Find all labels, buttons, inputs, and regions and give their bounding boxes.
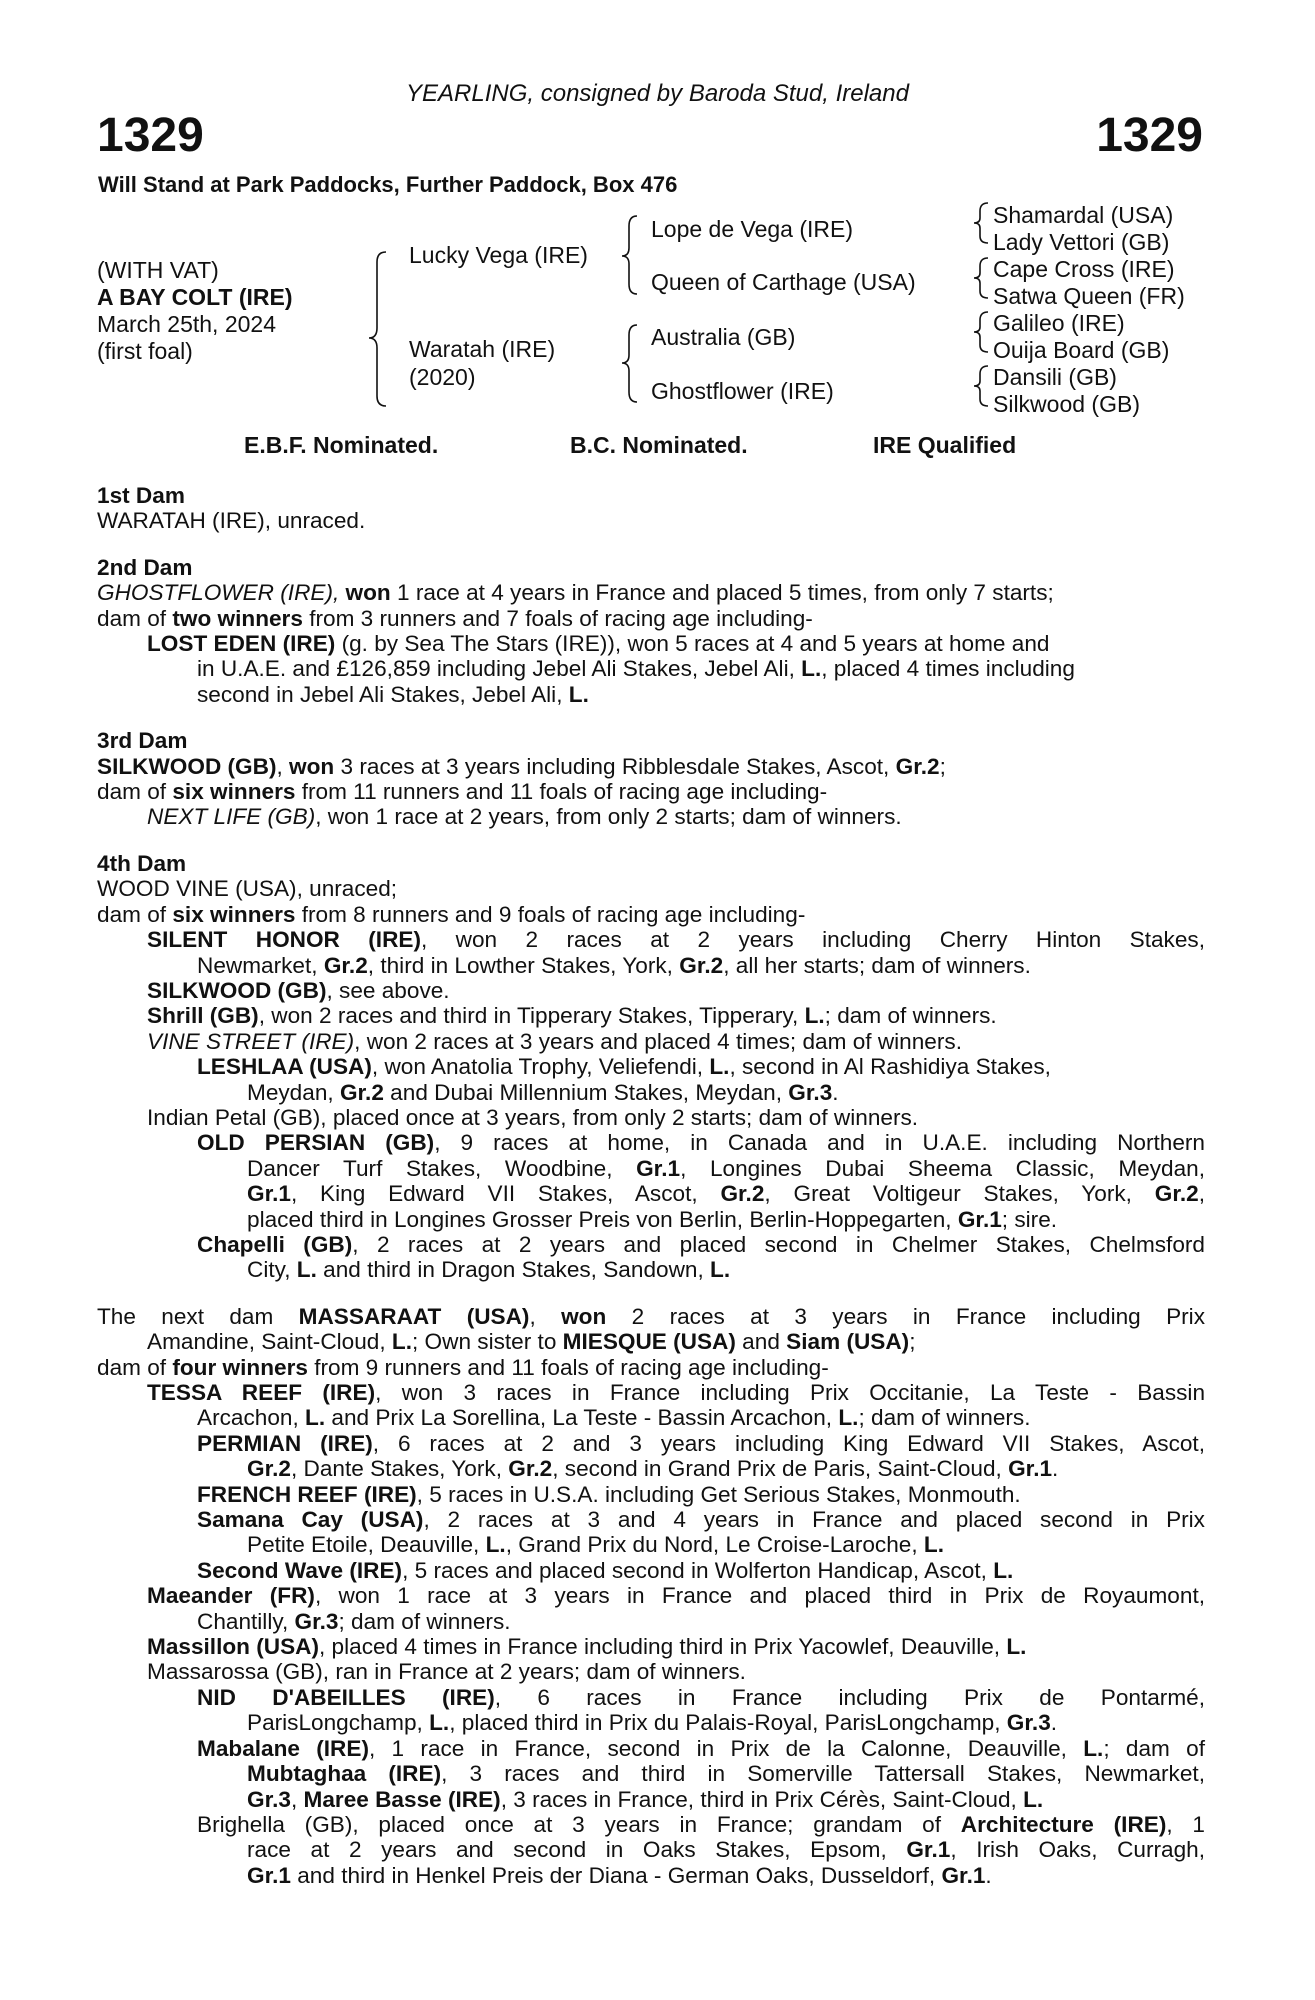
bc-nominated: B.C. Nominated. — [570, 432, 748, 458]
brace-g1 — [974, 203, 988, 243]
dam: Waratah (IRE) — [409, 336, 556, 362]
brace-sire — [622, 216, 637, 294]
next-dam-line: Brighella (GB), placed once at 3 years in France; grandam of Architecture (IRE), 1 — [197, 1811, 1205, 1837]
fourth-dam-line: City, L. and third in Dragon Stakes, Sandown, L. — [247, 1257, 731, 1283]
gp-1: Shamardal (USA) — [993, 202, 1174, 228]
gp-5: Galileo (IRE) — [993, 310, 1125, 336]
fourth-dam-line: placed third in Longines Grosser Preis von Berlin, Berlin-Hoppegarten, Gr.1; sire. — [247, 1206, 1058, 1232]
third-dam-line: NEXT LIFE (GB), won 1 race at 2 years, from only 2 starts; dam of winners. — [147, 804, 902, 830]
next-dam-line: dam of four winners from 9 runners and 11 foals of racing age including- — [97, 1354, 829, 1380]
next-dam-line: Petite Etoile, Deauville, L., Grand Prix du Nord, Le Croise-Laroche, L. — [247, 1532, 944, 1558]
fourth-dam-line: VINE STREET (IRE), won 2 races at 3 years and placed 4 times; dam of winners. — [147, 1028, 962, 1054]
second-dam-heading: 2nd Dam — [97, 554, 193, 580]
next-dam-line: Second Wave (IRE), 5 races and placed second in Wolferton Handicap, Ascot, L. — [197, 1557, 1014, 1583]
next-dam-line: Gr.3, Maree Basse (IRE), 3 races in France, third in Prix Cérès, Saint-Cloud, L. — [247, 1786, 1044, 1812]
next-dam-line: Maeander (FR), won 1 race at 3 years in France and placed third in Prix de Royaumont, — [147, 1583, 1205, 1609]
dam-dam: Ghostflower (IRE) — [651, 378, 834, 404]
fourth-dam-line: Meydan, Gr.2 and Dubai Millennium Stakes, Meydan, Gr.3. — [247, 1079, 839, 1105]
gp-3: Cape Cross (IRE) — [993, 256, 1175, 282]
ebf-nominated: E.B.F. Nominated. — [244, 432, 439, 458]
next-dam-line: NID D'ABEILLES (IRE), 6 races in France including Prix de Pontarmé, — [197, 1684, 1205, 1710]
brace-main — [369, 252, 386, 406]
next-dam-line: Amandine, Saint-Cloud, L.; Own sister to MIESQUE (USA) and Siam (USA); — [147, 1329, 916, 1355]
sale-title: YEARLING, consigned by Baroda Stud, Ireland — [406, 80, 909, 107]
next-dam-line: FRENCH REEF (IRE), 5 races in U.S.A. including Get Serious Stakes, Monmouth. — [197, 1481, 1021, 1507]
next-dam-line: Massarossa (GB), ran in France at 2 years; dam of winners. — [147, 1659, 746, 1685]
sire-sire: Lope de Vega (IRE) — [651, 216, 854, 242]
first-dam-line: WARATAH (IRE), unraced. — [97, 508, 366, 534]
next-dam-line: Chantilly, Gr.3; dam of winners. — [197, 1608, 511, 1634]
next-dam-line: TESSA REEF (IRE), won 3 races in France including Prix Occitanie, La Teste - Bassin — [147, 1380, 1206, 1405]
third-dam-line: SILKWOOD (GB), won 3 races at 3 years including Ribblesdale Stakes, Ascot, Gr.2; — [97, 753, 946, 779]
fourth-dam-line: WOOD VINE (USA), unraced; — [97, 876, 398, 902]
stand-location: Will Stand at Park Paddocks, Further Paddock, Box 476 — [98, 172, 678, 197]
lot-number-left: 1329 — [97, 109, 204, 162]
fourth-dam-line: Chapelli (GB), 2 races at 2 years and placed second in Chelmer Stakes, Chelmsford — [197, 1231, 1205, 1257]
next-dam-line: Mabalane (IRE), 1 race in France, second in Prix de la Calonne, Deauville, L.; dam of — [197, 1735, 1205, 1761]
fourth-dam-line: SILKWOOD (GB), see above. — [147, 977, 450, 1003]
dam-sire: Australia (GB) — [651, 324, 796, 350]
fourth-dam-line: SILENT HONOR (IRE), won 2 races at 2 years including Cherry Hinton Stakes, — [147, 927, 1205, 953]
gp-8: Silkwood (GB) — [993, 391, 1140, 417]
fourth-dam-line: Shrill (GB), won 2 races and third in Tipperary Stakes, Tipperary, L.; dam of winners. — [147, 1003, 997, 1029]
next-dam-line: Massillon (USA), placed 4 times in France including third in Prix Yacowlef, Deauville, L. — [147, 1634, 1027, 1660]
second-dam-line: dam of two winners from 3 runners and 7 foals of racing age including- — [97, 605, 813, 631]
fourth-dam-line: Dancer Turf Stakes, Woodbine, Gr.1, Longines Dubai Sheema Classic, Meydan, — [247, 1155, 1205, 1181]
fourth-dam-line: LESHLAA (USA), won Anatolia Trophy, Veliefendi, L., second in Al Rashidiya Stakes, — [197, 1054, 1051, 1080]
next-dam-line: PERMIAN (IRE), 6 races at 2 and 3 years including King Edward VII Stakes, Ascot, — [197, 1430, 1205, 1456]
ire-qualified: IRE Qualified — [873, 432, 1017, 458]
fourth-dam-line: Newmarket, Gr.2, third in Lowther Stakes, York, Gr.2, all her starts; dam of winners. — [197, 952, 1031, 978]
third-dam-heading: 3rd Dam — [97, 728, 188, 754]
next-dam-line: Mubtaghaa (IRE), 3 races and third in Somerville Tattersall Stakes, Newmarket, — [247, 1761, 1205, 1787]
next-dam-line: ParisLongchamp, L., placed third in Prix du Palais-Royal, ParisLongchamp, Gr.3. — [247, 1710, 1058, 1736]
brace-g3 — [974, 312, 988, 352]
gp-2: Lady Vettori (GB) — [993, 229, 1170, 255]
next-dam-line: Samana Cay (USA), 2 races at 3 and 4 years in France and placed second in Prix — [197, 1507, 1205, 1533]
gp-7: Dansili (GB) — [993, 364, 1117, 390]
gp-6: Ouija Board (GB) — [993, 337, 1170, 363]
foal-note: (first foal) — [97, 338, 193, 364]
next-dam-line: race at 2 years and second in Oaks Stakes, Epsom, Gr.1, Irish Oaks, Curragh, — [247, 1837, 1205, 1863]
brace-g2 — [974, 258, 988, 298]
next-dam-line: Gr.1 and third in Henkel Preis der Diana - German Oaks, Dusseldorf, Gr.1. — [247, 1862, 992, 1888]
fourth-dam-line: OLD PERSIAN (GB), 9 races at home, in Canada and in U.A.E. including Northern — [197, 1130, 1206, 1156]
gp-4: Satwa Queen (FR) — [993, 283, 1185, 309]
lot-number-right: 1329 — [1096, 109, 1203, 162]
next-dam-line: Arcachon, L. and Prix La Sorellina, La Teste - Bassin Arcachon, L.; dam of winners. — [197, 1405, 1031, 1431]
brace-g4 — [974, 366, 988, 406]
next-dam-line: Gr.2, Dante Stakes, York, Gr.2, second in Grand Prix de Paris, Saint-Cloud, Gr.1. — [247, 1456, 1059, 1482]
second-dam-line: in U.A.E. and £126,859 including Jebel Ali Stakes, Jebel Ali, L., placed 4 times including — [197, 656, 1075, 682]
fourth-dam-line: Indian Petal (GB), placed once at 3 years, from only 2 starts; dam of winners. — [147, 1104, 919, 1130]
dam-year: (2020) — [409, 364, 476, 390]
fourth-dam-heading: 4th Dam — [97, 850, 187, 876]
catalogue-body — [97, 483, 1205, 1888]
vat-note: (WITH VAT) — [97, 257, 219, 283]
second-dam-line: second in Jebel Ali Stakes, Jebel Ali, L. — [197, 681, 589, 707]
first-dam-heading: 1st Dam — [97, 483, 185, 508]
brace-dam — [622, 325, 637, 402]
horse-name: A BAY COLT (IRE) — [97, 284, 293, 310]
sire: Lucky Vega (IRE) — [409, 242, 588, 268]
second-dam-line: LOST EDEN (IRE) (g. by Sea The Stars (IRE)), won 5 races at 4 and 5 years at home and — [147, 631, 1050, 657]
second-dam-line: GHOSTFLOWER (IRE), won 1 race at 4 years in France and placed 5 times, from only 7 starts; — [97, 580, 1054, 606]
fourth-dam-line: dam of six winners from 8 runners and 9 foals of racing age including- — [97, 901, 806, 927]
foaling-date: March 25th, 2024 — [97, 311, 277, 337]
third-dam-line: dam of six winners from 11 runners and 11 foals of racing age including- — [97, 779, 828, 805]
sire-dam: Queen of Carthage (USA) — [651, 269, 916, 295]
next-dam-line: The next dam MASSARAAT (USA), won 2 races at 3 years in France including Prix — [97, 1303, 1205, 1329]
fourth-dam-line: Gr.1, King Edward VII Stakes, Ascot, Gr.2, Great Voltigeur Stakes, York, Gr.2, — [247, 1181, 1206, 1207]
